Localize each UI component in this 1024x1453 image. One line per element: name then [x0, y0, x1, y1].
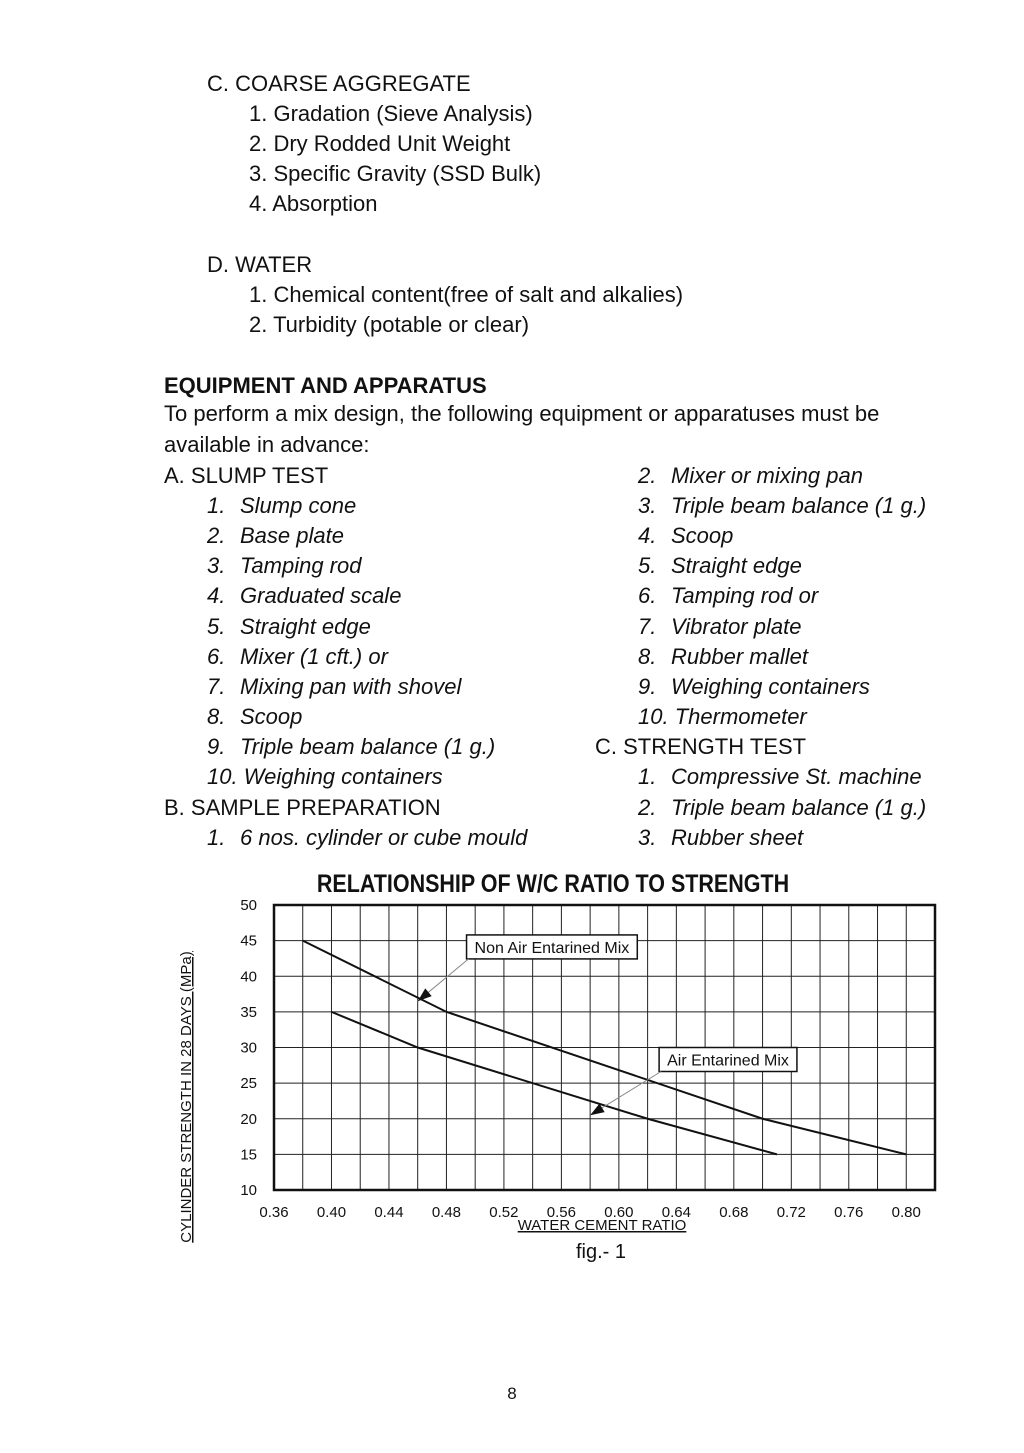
x-tick-label: 0.52 — [489, 1204, 519, 1221]
coarse-item: 4. Absorption — [249, 191, 378, 216]
strength-test-heading: C. STRENGTH TEST — [595, 734, 807, 759]
equipment-heading: EQUIPMENT AND APPARATUS — [164, 373, 487, 398]
list-item: 7. Mixing pan with shovel — [207, 674, 462, 699]
x-tick-label: 0.68 — [719, 1204, 749, 1221]
water-item: 1. Chemical content(free of salt and alkalies) — [249, 282, 684, 307]
y-tick-label: 30 — [240, 1039, 257, 1057]
equipment-intro-line2: available in advance: — [164, 432, 370, 457]
annotation-label: Air Entarined Mix — [667, 1052, 789, 1070]
x-tick-label: 0.48 — [431, 1204, 462, 1221]
list-item: 2. Base plate — [207, 523, 344, 548]
x-tick-label: 0.40 — [316, 1204, 347, 1221]
x-tick-label: 0.64 — [661, 1204, 691, 1221]
list-item: 5. Straight edge — [207, 614, 371, 639]
y-tick-label: 40 — [240, 968, 257, 986]
y-tick-label: 45 — [240, 932, 257, 950]
list-item: 2. Mixer or mixing pan — [638, 463, 863, 488]
list-item: 6. Tamping rod or — [638, 583, 819, 608]
list-item: 8. Scoop — [207, 704, 303, 729]
x-tick-label: 0.76 — [834, 1204, 864, 1221]
x-tick-label: 0.36 — [259, 1204, 289, 1221]
list-item: 8. Rubber mallet — [638, 644, 808, 669]
y-tick-label: 50 — [240, 897, 257, 914]
coarse-item: 1. Gradation (Sieve Analysis) — [249, 101, 533, 126]
equipment-intro-line1: To perform a mix design, the following equipment or apparatuses must be — [164, 401, 880, 426]
list-item: 10. Weighing containers — [207, 764, 443, 789]
sample-preparation-heading: B. SAMPLE PREPARATION — [164, 795, 441, 820]
chart-title: RELATIONSHIP OF W/C RATIO TO STRENGTH — [316, 869, 790, 898]
x-tick-label: 0.72 — [776, 1204, 806, 1221]
coarse-item: 3. Specific Gravity (SSD Bulk) — [249, 161, 542, 186]
list-item: 2. Triple beam balance (1 g.) — [638, 795, 927, 820]
list-item: 1. 6 nos. cylinder or cube mould — [207, 825, 528, 850]
list-item: 3. Rubber sheet — [638, 825, 804, 850]
y-tick-label: 10 — [240, 1182, 257, 1199]
y-axis-label: CYLINDER STRENGTH IN 28 DAYS (MPa) — [178, 951, 195, 1243]
list-item: 7. Vibrator plate — [638, 614, 802, 639]
x-axis-label: WATER CEMENT RATIO — [517, 1217, 687, 1234]
list-item: 6. Mixer (1 cft.) or — [207, 644, 388, 669]
list-item: 9. Triple beam balance (1 g.) — [207, 734, 496, 759]
x-tick-label: 0.56 — [546, 1204, 576, 1221]
coarse-aggregate-heading: C. COARSE AGGREGATE — [207, 71, 471, 96]
x-tick-label: 0.60 — [604, 1204, 634, 1221]
y-tick-label: 25 — [240, 1075, 257, 1093]
list-item: 5. Straight edge — [638, 553, 802, 578]
x-tick-label: 0.80 — [891, 1204, 921, 1221]
annotation-arrowhead — [418, 988, 432, 1001]
coarse-item: 2. Dry Rodded Unit Weight — [249, 131, 511, 156]
list-item: 4. Scoop — [638, 523, 734, 548]
list-item: 1. Compressive St. machine — [638, 764, 922, 789]
y-tick-label: 35 — [240, 1003, 257, 1021]
list-item: 4. Graduated scale — [207, 583, 402, 608]
chart-annotations — [418, 935, 797, 1115]
annotation-label: Non Air Entarined Mix — [474, 939, 630, 957]
list-item: 10. Thermometer — [638, 704, 807, 729]
y-tick-labels — [240, 897, 257, 1199]
list-item: 9. Weighing containers — [638, 674, 870, 699]
list-item: 1. Slump cone — [207, 493, 357, 518]
wc-ratio-strength-chart — [160, 860, 960, 1300]
page-number: 8 — [507, 1384, 517, 1403]
y-tick-label: 20 — [240, 1110, 257, 1128]
list-item: 3. Triple beam balance (1 g.) — [638, 493, 927, 518]
slump-test-heading: A. SLUMP TEST — [164, 463, 329, 488]
figure-caption: fig.- 1 — [575, 1241, 627, 1263]
y-tick-label: 15 — [240, 1146, 257, 1164]
water-heading: D. WATER — [207, 252, 313, 277]
water-item: 2. Turbidity (potable or clear) — [249, 312, 530, 337]
x-tick-label: 0.44 — [374, 1204, 404, 1221]
list-item: 3. Tamping rod — [207, 553, 362, 578]
